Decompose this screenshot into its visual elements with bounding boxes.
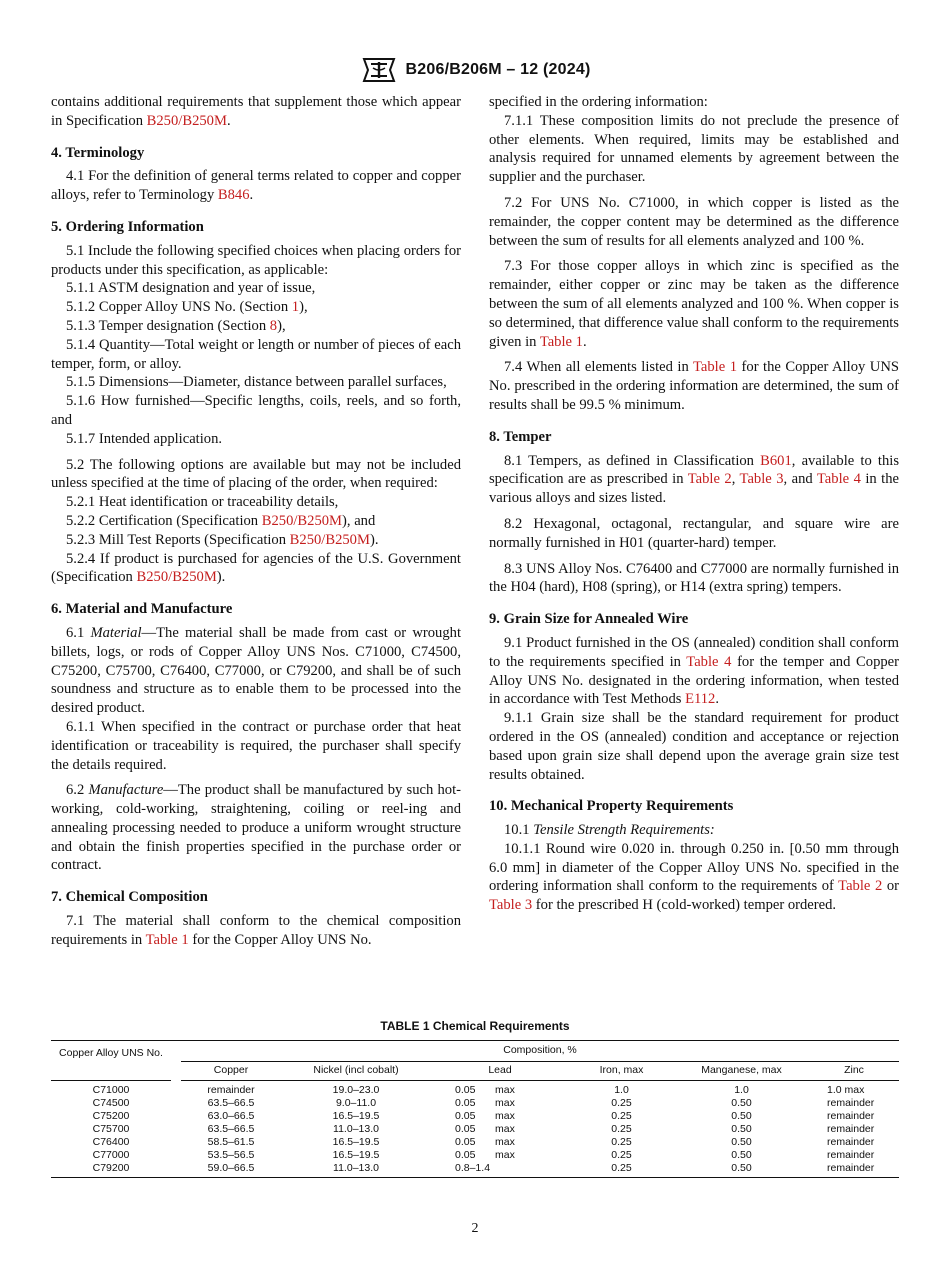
section-heading-6: 6. Material and Manufacture xyxy=(51,601,233,618)
paragraph-8-2: 8.2 Hexagonal, octagonal, rectangular, and square wire are normally furnished in H01 (quarter-hard) temper. xyxy=(489,515,899,551)
cell-uns: C77000 xyxy=(92,1149,130,1161)
cell-copper: 63.5–66.5 xyxy=(207,1097,255,1109)
paragraph-4-1: 4.1 For the definition of general terms related to copper and copper alloys, refer to Terminology B846. xyxy=(51,168,461,204)
cell-iron: 0.25 xyxy=(611,1110,632,1122)
cell-manganese: 0.50 xyxy=(731,1136,752,1148)
cell-nickel: 16.5–19.5 xyxy=(332,1136,380,1148)
paragraph-6-1: 6.1 Material—The material shall be made from cast or wrought billets, logs, or rods of Copper Alloy UNS Nos. C71000, C74500, C75200, C75700, C76400, C77000, or C79200, and shall be of such soundness and structure as to enable them to be processed into the desired product. xyxy=(51,624,462,717)
cell-copper: 58.5–61.5 xyxy=(207,1136,255,1148)
link-table-2[interactable]: Table 2 xyxy=(687,471,732,488)
table-row xyxy=(51,1149,899,1162)
cell-nickel: 9.0–11.0 xyxy=(335,1097,377,1109)
cell-manganese: 0.50 xyxy=(731,1149,752,1161)
cell-manganese: 1.0 xyxy=(734,1084,749,1096)
cell-copper: 63.5–66.5 xyxy=(207,1123,255,1135)
link-b250[interactable]: B250/B250M xyxy=(261,512,343,529)
page-header xyxy=(0,57,950,83)
cell-nickel: 16.5–19.5 xyxy=(332,1110,380,1122)
column-group-composition: Composition, % xyxy=(181,1041,899,1062)
paragraph-5-1-7: 5.1.7 Intended application. xyxy=(66,430,223,447)
column-header-manganese: Manganese, max xyxy=(674,1062,809,1081)
cell-lead: 0.8–1.4 xyxy=(431,1162,569,1178)
link-table-1[interactable]: Table 1 xyxy=(693,359,738,376)
paragraph-10-1-1: 10.1.1 Round wire 0.020 in. through 0.250 in. [0.50 mm through 6.0 mm] in diameter of the Copper Alloy UNS No. specified in the ordering information shall conform to the requirements of Table 2 or Table 3 for the prescribed H (cold-worked) temper ordered. xyxy=(489,840,899,914)
paragraph-8-1: 8.1 Tempers, as defined in Classification B601, available to this specification are as prescribed in Table 2, Table 3, and Table 4 in the various alloys and sizes listed. xyxy=(489,452,899,507)
table-row xyxy=(51,1110,899,1123)
cell-iron: 0.25 xyxy=(611,1123,632,1135)
cell-manganese: 0.50 xyxy=(731,1123,752,1135)
cell-uns: C74500 xyxy=(92,1097,130,1109)
paragraph-5-2: 5.2 The following options are available but may not be included unless specified at the time of placing of the order, when required: xyxy=(51,456,461,492)
link-b601[interactable]: B601 xyxy=(760,452,792,469)
paragraph-continuation: specified in the ordering information: xyxy=(489,94,708,110)
paragraph-9-1-1: 9.1.1 Grain size shall be the standard requirement for product ordered in the OS (annealed) condition and acceptance or rejection based upon grain size shall depend upon the average grain size test results obtained. xyxy=(489,710,899,783)
link-table-3[interactable]: Table 3 xyxy=(739,471,784,488)
paragraph-7-4: 7.4 When all elements listed in Table 1 for the Copper Alloy UNS No. prescribed in the ordering information are determined, the sum of results shall be 99.5 % minimum. xyxy=(489,359,899,413)
cell-iron: 0.25 xyxy=(611,1136,632,1148)
paragraph-7-3: 7.3 For those copper alloys in which zinc is specified as the remainder, either copper or zinc may be taken as the difference between the sum of all elements analyzed and 100 %. When copper is so determined, that difference value shall conform to the requirements given in Table 1. xyxy=(489,258,899,350)
document-designation: B206/B206M – 12 (2024) xyxy=(405,61,591,78)
paragraph-5-2-4: 5.2.4 If product is purchased for agencies of the U.S. Government (Specification B250/B250M). xyxy=(51,550,461,586)
left-column xyxy=(51,93,461,950)
cell-uns: C75200 xyxy=(92,1110,130,1122)
cell-uns: C76400 xyxy=(92,1136,130,1148)
section-heading-4: 4. Terminology xyxy=(51,144,145,161)
paragraph-10-1: 10.1 Tensile Strength Requirements: xyxy=(504,822,715,839)
link-section-1[interactable]: 1 xyxy=(291,299,300,316)
cell-copper: 63.0–66.5 xyxy=(207,1110,255,1122)
column-header-nickel: Nickel (incl cobalt) xyxy=(281,1062,431,1081)
paragraph-7-2: 7.2 For UNS No. C71000, in which copper is listed as the remainder, the copper content may be determined as the difference between the sum of results for all elements analyzed and 100 %. xyxy=(489,194,899,249)
cell-nickel: 16.5–19.5 xyxy=(332,1149,380,1161)
cell-zinc: remainder xyxy=(827,1123,875,1135)
paragraph-7-1-1: 7.1.1 These composition limits do not preclude the presence of other elements. When required, limits may be established and analysis required for unnamed elements by agreement between the supplier and the purchaser. xyxy=(489,112,899,186)
cell-copper: 59.0–66.5 xyxy=(181,1162,281,1178)
section-heading-8: 8. Temper xyxy=(489,428,552,445)
table-row xyxy=(51,1081,899,1098)
section-heading-10: 10. Mechanical Property Requirements xyxy=(489,798,734,815)
table-row xyxy=(51,1123,899,1136)
section-heading-5: 5. Ordering Information xyxy=(51,218,204,235)
cell-zinc: 1.0 max xyxy=(827,1084,865,1096)
cell-iron: 0.25 xyxy=(611,1149,632,1161)
paragraph-7-1: 7.1 The material shall conform to the chemical composition requirements in Table 1 for the Copper Alloy UNS No. xyxy=(51,913,461,948)
cell-uns: C79200 xyxy=(51,1162,171,1178)
link-b250[interactable]: B250/B250M xyxy=(289,531,370,548)
paragraph-5-1-2: 5.1.2 Copper Alloy UNS No. (Section 1), xyxy=(66,299,308,316)
link-table-1[interactable]: Table 1 xyxy=(539,333,583,350)
section-heading-9: 9. Grain Size for Annealed Wire xyxy=(489,611,689,628)
cell-copper: remainder xyxy=(207,1084,255,1096)
link-b846[interactable]: B846 xyxy=(217,187,250,204)
link-table-3[interactable]: Table 3 xyxy=(489,897,533,914)
cell-lead: 0.05 max xyxy=(455,1136,515,1148)
paragraph-5-1-4: 5.1.4 Quantity—Total weight or length or number of pieces of each temper, form, or alloy. xyxy=(51,336,461,372)
column-header-lead: Lead xyxy=(431,1062,569,1081)
cell-zinc: remainder xyxy=(809,1162,899,1178)
column-header-iron: Iron, max xyxy=(569,1062,674,1081)
column-spacer xyxy=(171,1041,181,1081)
cell-manganese: 0.50 xyxy=(731,1110,752,1122)
paragraph-5-2-1: 5.2.1 Heat identification or traceability details, xyxy=(66,494,339,511)
link-section-8[interactable]: 8 xyxy=(269,317,278,334)
cell-lead: 0.05 max xyxy=(455,1123,515,1135)
link-table-1[interactable]: Table 1 xyxy=(145,931,189,948)
table-row xyxy=(51,1097,899,1110)
astm-logo-icon xyxy=(360,57,398,83)
table-row xyxy=(51,1162,899,1178)
cell-iron: 0.25 xyxy=(611,1097,632,1109)
cell-zinc: remainder xyxy=(827,1136,875,1148)
paragraph-8-3: 8.3 UNS Alloy Nos. C76400 and C77000 are normally furnished in the H04 (hard), H08 (spring), or H14 (extra spring) tempers. xyxy=(489,560,899,596)
cell-lead: 0.05 max xyxy=(455,1084,515,1096)
paragraph-5-2-2: 5.2.2 Certification (Specification B250/B250M), and xyxy=(66,512,376,529)
cell-manganese: 0.50 xyxy=(674,1162,809,1178)
cell-zinc: remainder xyxy=(827,1097,875,1109)
cell-iron: 1.0 xyxy=(614,1084,629,1096)
paragraph-5-2-3: 5.2.3 Mill Test Reports (Specification B250/B250M). xyxy=(66,531,379,548)
cell-nickel: 11.0–13.0 xyxy=(281,1162,431,1178)
section-heading-7: 7. Chemical Composition xyxy=(51,889,208,906)
cell-copper: 53.5–56.5 xyxy=(207,1149,255,1161)
cell-zinc: remainder xyxy=(827,1149,875,1161)
paragraph-5-1-6: 5.1.6 How furnished—Specific lengths, coils, reels, and so forth, and xyxy=(51,393,461,428)
cell-lead: 0.05 max xyxy=(455,1097,515,1109)
table-title: TABLE 1 Chemical Requirements xyxy=(380,1019,570,1033)
cell-uns: C71000 xyxy=(92,1084,130,1096)
link-b250[interactable]: B250/B250M xyxy=(146,112,227,129)
cell-uns: C75700 xyxy=(92,1123,130,1135)
right-column xyxy=(489,93,899,915)
column-header-zinc: Zinc xyxy=(809,1062,899,1081)
paragraph-5-1-5: 5.1.5 Dimensions—Diameter, distance between parallel surfaces, xyxy=(66,374,447,391)
column-header-uns: Copper Alloy UNS No. xyxy=(51,1041,171,1081)
link-b250[interactable]: B250/B250M xyxy=(136,569,217,586)
paragraph-6-2: 6.2 Manufacture—The product shall be manufactured by such hot-working, cold-working, straightening, coiling or reel-ing and annealing processing needed to produce a uniform wrought structure and obtain the finish properties specified in the purchase order or contract. xyxy=(51,782,461,874)
cell-lead: 0.05 max xyxy=(455,1110,515,1122)
link-e112[interactable]: E112 xyxy=(685,691,716,708)
paragraph-continuation: contains additional requirements that supplement those which appear in Specification B250/B250M. xyxy=(51,94,461,129)
paragraph-5-1-1: 5.1.1 ASTM designation and year of issue, xyxy=(66,280,316,297)
paragraph-6-1-1: 6.1.1 When specified in the contract or purchase order that heat identification or traceability is required, the purchaser shall specify the details required. xyxy=(51,718,461,773)
link-table-4[interactable]: Table 4 xyxy=(686,653,732,670)
paragraph-5-1-3: 5.1.3 Temper designation (Section 8), xyxy=(66,317,286,334)
column-header-copper: Copper xyxy=(181,1062,281,1081)
link-table-4[interactable]: Table 4 xyxy=(816,471,861,488)
page-number: 2 xyxy=(471,1221,479,1236)
paragraph-9-1: 9.1 Product furnished in the OS (annealed) condition shall conform to the requirements specified in Table 4 for the temper and Copper Alloy UNS No. designated in the ordering information, when tested in accordance with Test Methods E112. xyxy=(489,634,899,708)
cell-lead: 0.05 max xyxy=(455,1149,515,1161)
paragraph-5-1: 5.1 Include the following specified choices when placing orders for products under this specification, as applicable: xyxy=(51,242,461,278)
table-row xyxy=(51,1136,899,1149)
cell-nickel: 11.0–13.0 xyxy=(333,1123,379,1135)
cell-manganese: 0.50 xyxy=(731,1097,752,1109)
cell-nickel: 19.0–23.0 xyxy=(332,1084,380,1096)
cell-iron: 0.25 xyxy=(569,1162,674,1178)
link-table-2[interactable]: Table 2 xyxy=(838,878,883,895)
chemical-requirements-table xyxy=(51,1040,899,1178)
cell-zinc: remainder xyxy=(827,1110,875,1122)
